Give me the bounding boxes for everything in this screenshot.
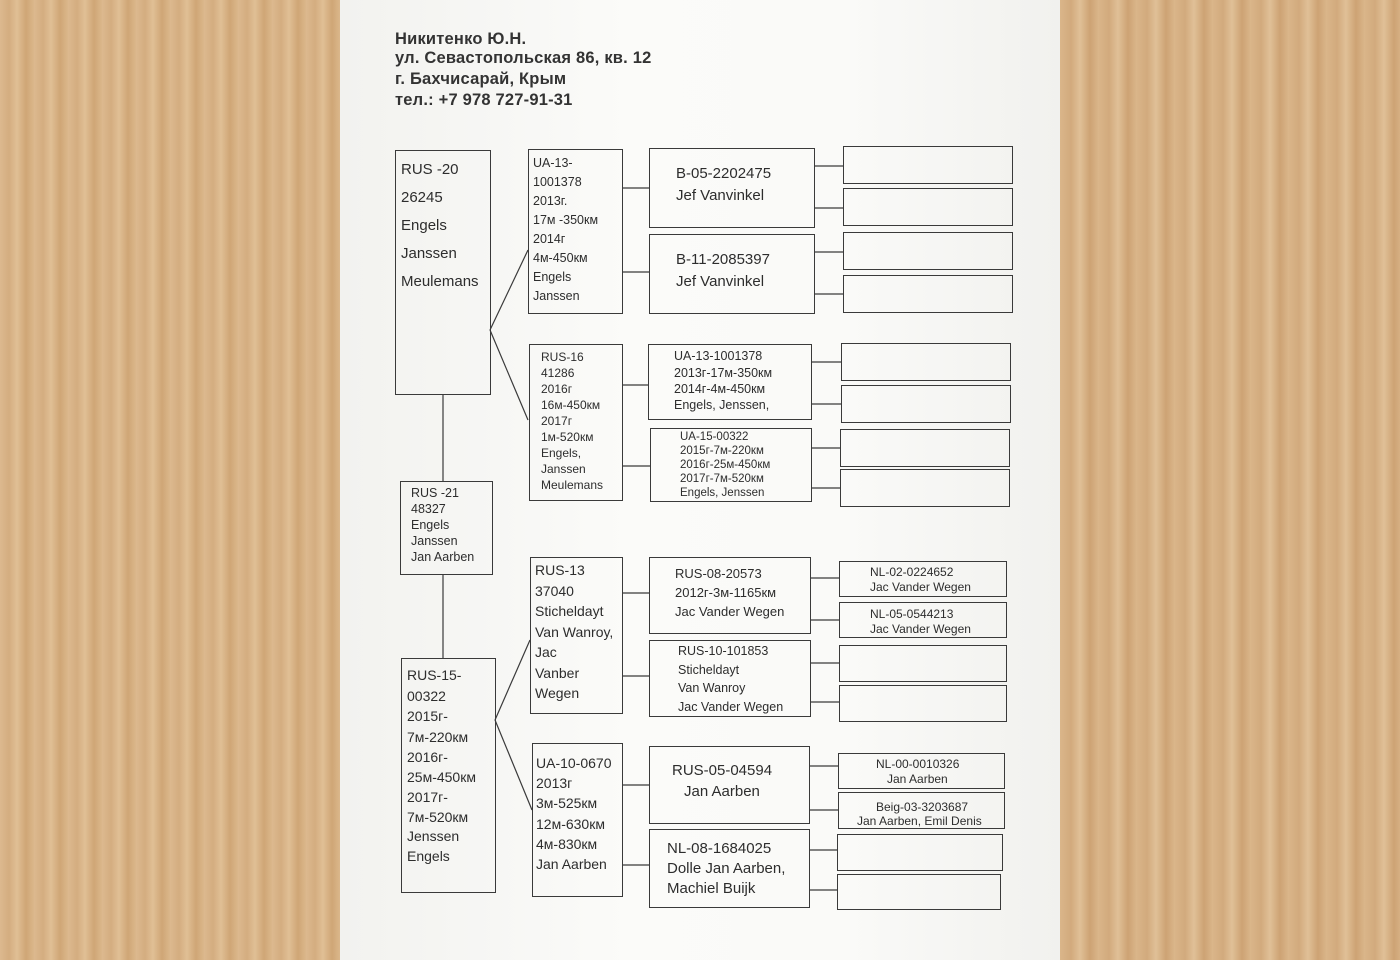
gen5-box-3 bbox=[843, 232, 1013, 270]
sire-sire-line-3: 2013г. bbox=[533, 194, 568, 208]
sire-line-5: Meulemans bbox=[401, 273, 479, 290]
sire-line-1: RUS -20 bbox=[401, 161, 459, 178]
sire-line-2: 26245 bbox=[401, 189, 443, 206]
ss-sire-line-2: Jef Vanvinkel bbox=[676, 187, 765, 204]
sire-dam-line-3: 2016г bbox=[541, 382, 573, 396]
dam-line-3: 2015г- bbox=[407, 708, 448, 724]
gen5-10-line-2: Jac Vander Wegen bbox=[870, 622, 971, 636]
dam-line-9: Jenssen bbox=[407, 828, 460, 844]
sire-sire-line-5: 2014г bbox=[533, 232, 566, 246]
dam-sire-line-5: Jac bbox=[535, 644, 557, 660]
gen5-box-1 bbox=[843, 146, 1013, 184]
dam-line-1: RUS-15- bbox=[407, 667, 462, 683]
dam-sire-line-3: Sticheldayt bbox=[535, 603, 604, 619]
gen5-box-4 bbox=[843, 275, 1013, 313]
dam-dam-line-6: Jan Aarben bbox=[536, 856, 607, 872]
sd-sire-line-4: Engels, Jenssen, bbox=[674, 398, 770, 412]
ss-dam-line-1: B-11-2085397 bbox=[676, 251, 770, 268]
gen5-9-line-1: NL-02-0224652 bbox=[870, 565, 954, 579]
gen5-box-7 bbox=[840, 429, 1010, 467]
ds-sire-line-1: RUS-08-20573 bbox=[675, 566, 762, 581]
dam-line-4: 7м-220км bbox=[407, 729, 469, 745]
dd-dam-line-2: Dolle Jan Aarben, bbox=[667, 860, 786, 877]
sire-dam-line-4: 16м-450км bbox=[541, 398, 601, 412]
dam-line-2: 00322 bbox=[407, 688, 446, 704]
ss-dam-line-2: Jef Vanvinkel bbox=[676, 273, 765, 290]
subject-line-4: Janssen bbox=[411, 534, 458, 548]
dam-line-5: 2016г- bbox=[407, 749, 448, 765]
gen5-box-6 bbox=[841, 385, 1011, 423]
owner-phone: тел.: +7 978 727-91-31 bbox=[395, 91, 573, 109]
sire-dam-line-6: 1м-520км bbox=[541, 430, 594, 444]
sire-line-3: Engels bbox=[401, 217, 447, 234]
dd-dam-line-1: NL-08-1684025 bbox=[667, 840, 772, 857]
dd-sire-line-2: Jan Aarben bbox=[684, 783, 760, 800]
gen5-14-line-1: Beig-03-3203687 bbox=[876, 800, 969, 814]
ds-dam-line-2: Sticheldayt bbox=[678, 663, 740, 677]
gen5-box-11 bbox=[839, 645, 1007, 682]
dam-line-6: 25м-450км bbox=[407, 769, 476, 785]
gen5-box-15 bbox=[837, 834, 1003, 871]
gen5-13-line-2: Jan Aarben bbox=[887, 772, 948, 786]
ds-dam-line-3: Van Wanroy bbox=[678, 681, 746, 695]
dam-sire-line-6: Vanber bbox=[535, 665, 580, 681]
subject-line-5: Jan Aarben bbox=[411, 550, 475, 564]
ds-sire-line-3: Jac Vander Wegen bbox=[675, 604, 785, 619]
sire-sire-line-4: 17м -350км bbox=[533, 213, 599, 227]
sd-dam-line-5: Engels, Jenssen bbox=[680, 487, 765, 499]
owner-street: ул. Севастопольская 86, кв. 12 bbox=[395, 49, 652, 67]
owner-city: г. Бахчисарай, Крым bbox=[395, 70, 567, 88]
dd-dam-line-3: Machiel Buijk bbox=[667, 880, 756, 897]
sire-line-4: Janssen bbox=[401, 245, 457, 262]
dam-line-7: 2017г- bbox=[407, 789, 448, 805]
dam-dam-line-5: 4м-830км bbox=[536, 836, 598, 852]
sire-dam-line-7: Engels, bbox=[541, 446, 582, 460]
gen5-box-5 bbox=[841, 343, 1011, 381]
sire-dam-line-9: Meulemans bbox=[541, 478, 604, 492]
dam-dam-line-2: 2013г bbox=[536, 775, 573, 791]
gen5-14-line-2: Jan Aarben, Emil Denis bbox=[857, 814, 982, 828]
gen5-13-line-1: NL-00-0010326 bbox=[876, 757, 960, 771]
dam-line-8: 7м-520км bbox=[407, 809, 469, 825]
sire-sire-line-2: 1001378 bbox=[533, 175, 582, 189]
ds-sire-line-2: 2012г-3м-1165км bbox=[675, 585, 777, 600]
dd-sire-line-1: RUS-05-04594 bbox=[672, 762, 773, 779]
gen5-box-8 bbox=[840, 469, 1010, 507]
sire-sire-line-1: UA-13- bbox=[533, 156, 573, 170]
sire-dam-line-5: 2017г bbox=[541, 414, 573, 428]
sire-sire-line-7: Engels bbox=[533, 270, 572, 284]
sd-dam-line-1: UA-15-00322 bbox=[680, 431, 749, 443]
subject-line-3: Engels bbox=[411, 518, 450, 532]
dam-dam-line-3: 3м-525км bbox=[536, 795, 598, 811]
sire-dam-line-8: Janssen bbox=[541, 462, 586, 476]
sd-sire-line-2: 2013г-17м-350км bbox=[674, 366, 773, 380]
dam-dam-line-4: 12м-630км bbox=[536, 816, 605, 832]
ds-dam-line-1: RUS-10-101853 bbox=[678, 644, 769, 658]
subject-line-2: 48327 bbox=[411, 502, 446, 516]
dam-sire-line-2: 37040 bbox=[535, 583, 574, 599]
gen5-box-16 bbox=[837, 874, 1001, 910]
dam-dam-line-1: UA-10-0670 bbox=[536, 755, 612, 771]
sire-dam-line-1: RUS-16 bbox=[541, 350, 584, 364]
gen5-9-line-2: Jac Vander Wegen bbox=[870, 580, 971, 594]
dam-sire-line-1: RUS-13 bbox=[535, 562, 585, 578]
gen5-box-12 bbox=[839, 685, 1007, 722]
gen5-10-line-1: NL-05-0544213 bbox=[870, 607, 954, 621]
dam-line-10: Engels bbox=[407, 848, 450, 864]
ds-dam-line-4: Jac Vander Wegen bbox=[678, 700, 784, 714]
sire-dam-line-2: 41286 bbox=[541, 366, 575, 380]
sd-sire-line-3: 2014г-4м-450км bbox=[674, 382, 766, 396]
dam-sire-line-4: Van Wanroy, bbox=[535, 624, 614, 640]
ss-sire-line-1: B-05-2202475 bbox=[676, 165, 772, 182]
sd-dam-line-3: 2016г-25м-450км bbox=[680, 459, 771, 471]
sd-sire-line-1: UA-13-1001378 bbox=[674, 349, 763, 363]
owner-name: Никитенко Ю.Н. bbox=[395, 30, 527, 48]
sire-sire-line-8: Janssen bbox=[533, 289, 580, 303]
dam-sire-line-7: Wegen bbox=[535, 685, 580, 701]
sd-dam-line-2: 2015г-7м-220км bbox=[680, 445, 764, 457]
sire-sire-line-6: 4м-450км bbox=[533, 251, 588, 265]
gen5-box-2 bbox=[843, 188, 1013, 226]
subject-line-1: RUS -21 bbox=[411, 486, 459, 500]
sd-dam-line-4: 2017г-7м-520км bbox=[680, 473, 764, 485]
